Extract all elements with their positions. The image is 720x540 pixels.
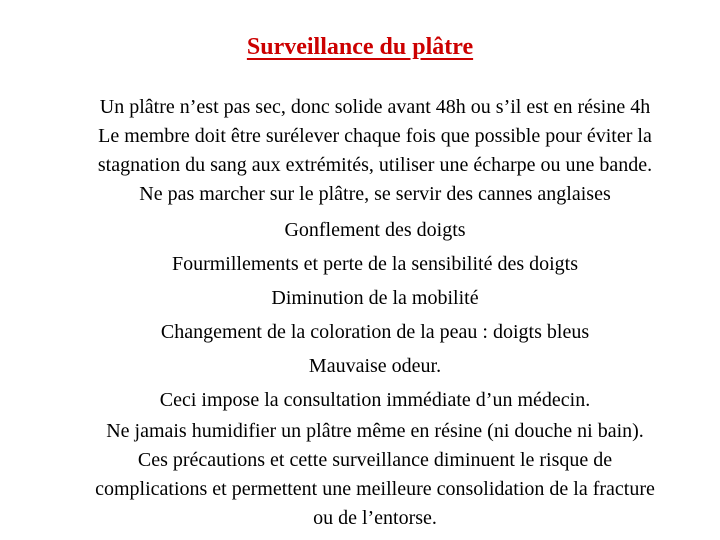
text-line: Ne jamais humidifier un plâtre même en résine (ni douche ni bain). (106, 420, 644, 442)
text-line: Un plâtre n’est pas sec, donc solide avant 48h ou s’il est en résine 4h (99, 96, 651, 118)
text-line: complications et permettent une meilleure consolidation de la fracture (95, 478, 655, 500)
text-line: Mauvaise odeur. (308, 355, 442, 377)
text-line: Ces précautions et cette surveillance diminuent le risque de (137, 449, 613, 471)
slide-title: Surveillance du plâtre (246, 34, 474, 60)
slide-body (30, 93, 720, 533)
text-line: stagnation du sang aux extrémités, utiliser une écharpe ou une bande. (97, 154, 653, 176)
text-line: Diminution de la mobilité (271, 287, 479, 309)
text-line: Fourmillements et perte de la sensibilité des doigts (171, 253, 579, 275)
text-line: Changement de la coloration de la peau : doigts bleus (160, 321, 590, 343)
text-line: Ceci impose la consultation immédiate d’un médecin. (159, 389, 591, 411)
text-line: Le membre doit être surélever chaque fois que possible pour éviter la (98, 125, 652, 147)
text-line: Gonflement des doigts (284, 219, 466, 241)
text-line: ou de l’entorse. (313, 507, 437, 529)
text-line: Ne pas marcher sur le plâtre, se servir des cannes anglaises (139, 183, 611, 205)
